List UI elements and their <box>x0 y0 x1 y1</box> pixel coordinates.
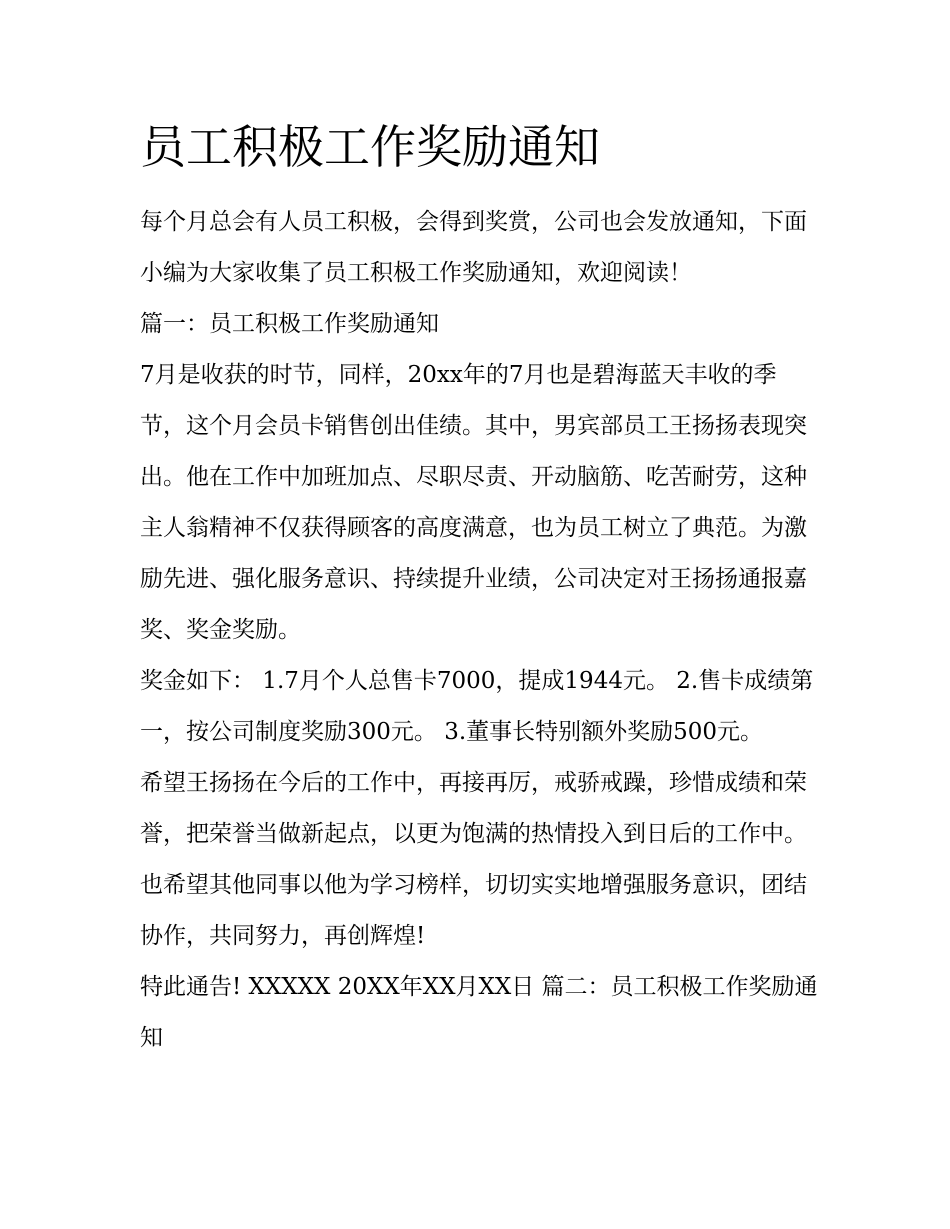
notice-signature-paragraph: 特此通告! XXXXX 20XX年XX月XX日 篇二：员工积极工作奖励通知 <box>140 974 818 1051</box>
document-body <box>140 197 820 1064</box>
bonus-paragraph: 奖金如下： 1.7月个人总售卡7000，提成1944元。 2.售卡成绩第一，按公司制度奖励300元。 3.董事长特别额外奖励500元。 <box>140 668 814 745</box>
section-heading: 篇一：员工积极工作奖励通知 <box>140 311 439 337</box>
document-title: 员工积极工作奖励通知 <box>140 120 600 174</box>
intro-paragraph: 每个月总会有人员工积极，会得到奖赏，公司也会发放通知，下面小编为大家收集了员工积极工作奖励通知，欢迎阅读！ <box>140 209 807 286</box>
body-paragraph: 7月是收获的时节，同样，20xx年的7月也是碧海蓝天丰收的季节，这个月会员卡销售创出佳绩。其中，男宾部员工王扬扬表现突出。他在工作中加班加点、尽职尽责、开动脑筋、吃苦耐劳，这种主人翁精神不仅获得顾客的高度满意，也为员工树立了典范。为激励先进、强化服务意识、持续提升业绩，公司决定对王扬扬通报嘉奖、奖金奖励。 <box>140 362 807 643</box>
closing-paragraph: 希望王扬扬在今后的工作中，再接再厉，戒骄戒躁，珍惜成绩和荣誉，把荣誉当做新起点，以更为饱满的热情投入到日后的工作中。也希望其他同事以他为学习榜样，切切实实地增强服务意识，团结协作，共同努力，再创辉煌! <box>140 770 807 949</box>
